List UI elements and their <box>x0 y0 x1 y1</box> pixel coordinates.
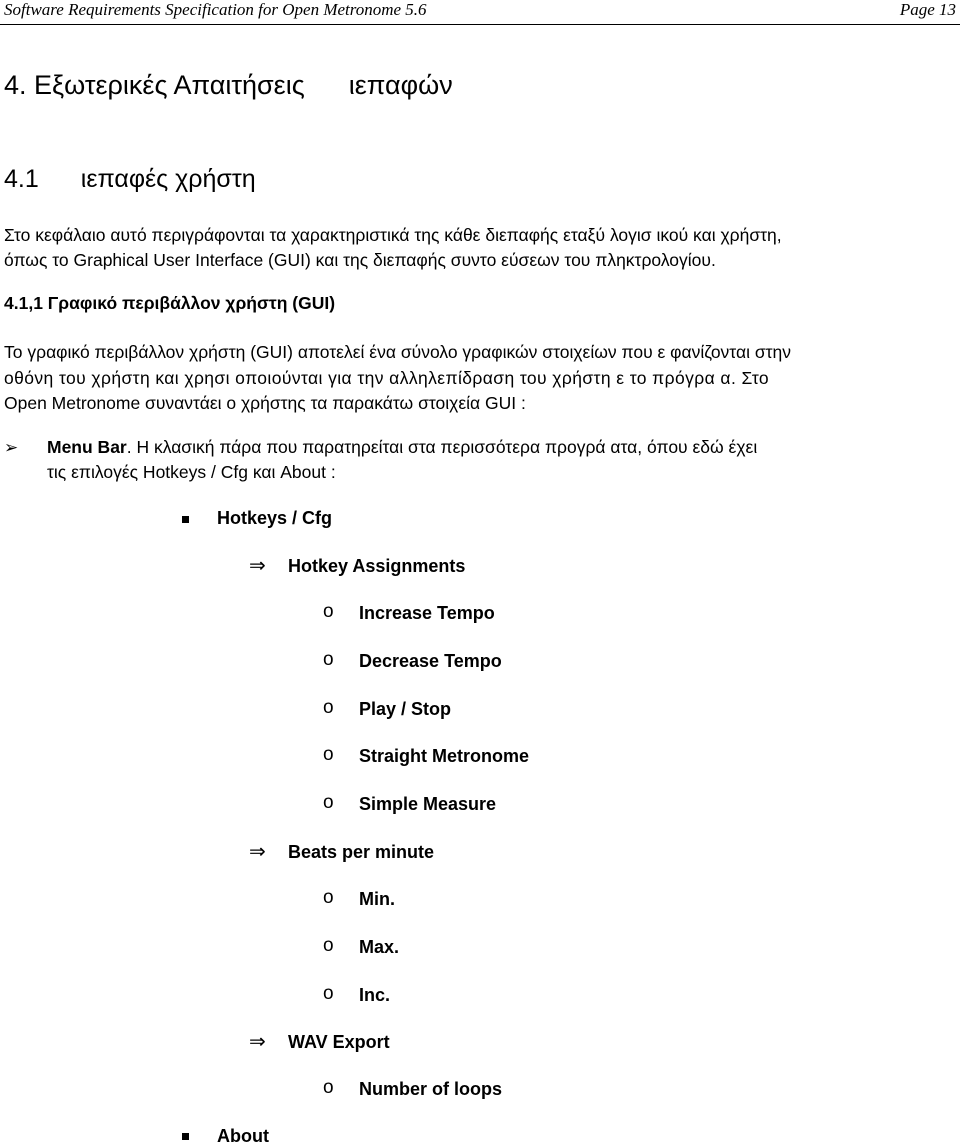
menu-bar-label: Menu Bar <box>47 437 127 457</box>
header-divider <box>0 24 960 25</box>
subsection-number: 4.1 <box>4 165 39 193</box>
double-arrow-icon: ⇒ <box>249 555 266 577</box>
tree-item-inc: Inc. <box>359 985 391 1005</box>
intro-line-1: Στο κεφάλαιο αυτό περιγράφονται τα χαρακτηριστικά της κάθε διεπαφής εταξύ λογισ ικού και χρήστη, <box>4 225 782 245</box>
tree-item-max: Max. <box>359 937 400 957</box>
gui-text-line-1: Το γραφικό περιβάλλον χρήστη (GUI) αποτελεί ένα σύνολο γραφικών στοιχείων που ε φανίζονται στην <box>4 342 792 362</box>
circle-bullet-icon: o <box>323 887 334 908</box>
section-heading <box>4 70 453 101</box>
circle-bullet-icon: o <box>323 935 334 956</box>
menu-bar-line-2: τις επιλογές Hotkeys / Cfg και About : <box>47 462 336 482</box>
circle-bullet-icon: o <box>323 744 334 765</box>
menu-bar-desc: . Η κλασική πάρα που παρατηρείται στα περισσότερα προγρά ατα, όπου εδώ έχει <box>126 437 758 457</box>
gui-text-line-3: Open Metronome συναντάει ο χρήστης τα παρακάτω στοιχεία GUI : <box>4 393 526 413</box>
arrowhead-bullet-icon: ➢ <box>4 438 19 457</box>
square-bullet-icon <box>182 516 189 523</box>
tree-item-play-stop: Play / Stop <box>359 699 452 719</box>
tree-item-increase-tempo: Increase Tempo <box>359 603 495 623</box>
double-arrow-icon: ⇒ <box>249 1031 266 1053</box>
menu-bar-line-1 <box>47 437 757 458</box>
section-title: Εξωτερικές Απαιτήσεις <box>34 70 305 100</box>
tree-item-straight-metronome: Straight Metronome <box>359 746 530 766</box>
tree-item-hotkeys: Hotkeys / Cfg <box>217 508 333 528</box>
circle-bullet-icon: o <box>323 983 334 1004</box>
tree-item-decrease-tempo: Decrease Tempo <box>359 651 502 671</box>
page-header <box>4 0 956 22</box>
tree-item-beats-per-minute: Beats per minute <box>288 842 435 862</box>
document-title: Software Requirements Specification for Open Metronome 5.6 <box>4 0 427 19</box>
subsubsection-heading: 4.1,1 Γραφικό περιβάλλον χρήστη (GUI) <box>4 293 336 313</box>
tree-item-wav-export: WAV Export <box>288 1032 390 1052</box>
section-title-end: ιεπαφών <box>348 70 453 100</box>
tree-item-about: About <box>217 1126 269 1146</box>
double-arrow-icon: ⇒ <box>249 841 266 863</box>
subsection-heading <box>4 165 256 194</box>
circle-bullet-icon: o <box>323 601 334 622</box>
section-number: 4. <box>4 70 27 100</box>
circle-bullet-icon: o <box>323 649 334 670</box>
square-bullet-icon <box>182 1133 189 1140</box>
tree-item-number-of-loops: Number of loops <box>359 1079 502 1099</box>
gui-text-line-2: οθόνη του χρήστη και χρησι οποιούνται για την αλληλεπίδραση του χρήστη ε το πρόγρα α. Στο <box>4 368 770 388</box>
circle-bullet-icon: o <box>323 697 334 718</box>
tree-item-hotkey-assignments: Hotkey Assignments <box>288 556 466 576</box>
circle-bullet-icon: o <box>323 792 334 813</box>
subsection-title: ιεπαφές χρήστη <box>80 165 256 193</box>
page-number: Page 13 <box>899 0 956 19</box>
intro-line-2: όπως το Graphical User Interface (GUI) και της διεπαφής συντο εύσεων του πληκτρολογίου. <box>4 250 716 270</box>
circle-bullet-icon: o <box>323 1077 334 1098</box>
tree-item-simple-measure: Simple Measure <box>359 794 497 814</box>
tree-item-min: Min. <box>359 889 395 909</box>
